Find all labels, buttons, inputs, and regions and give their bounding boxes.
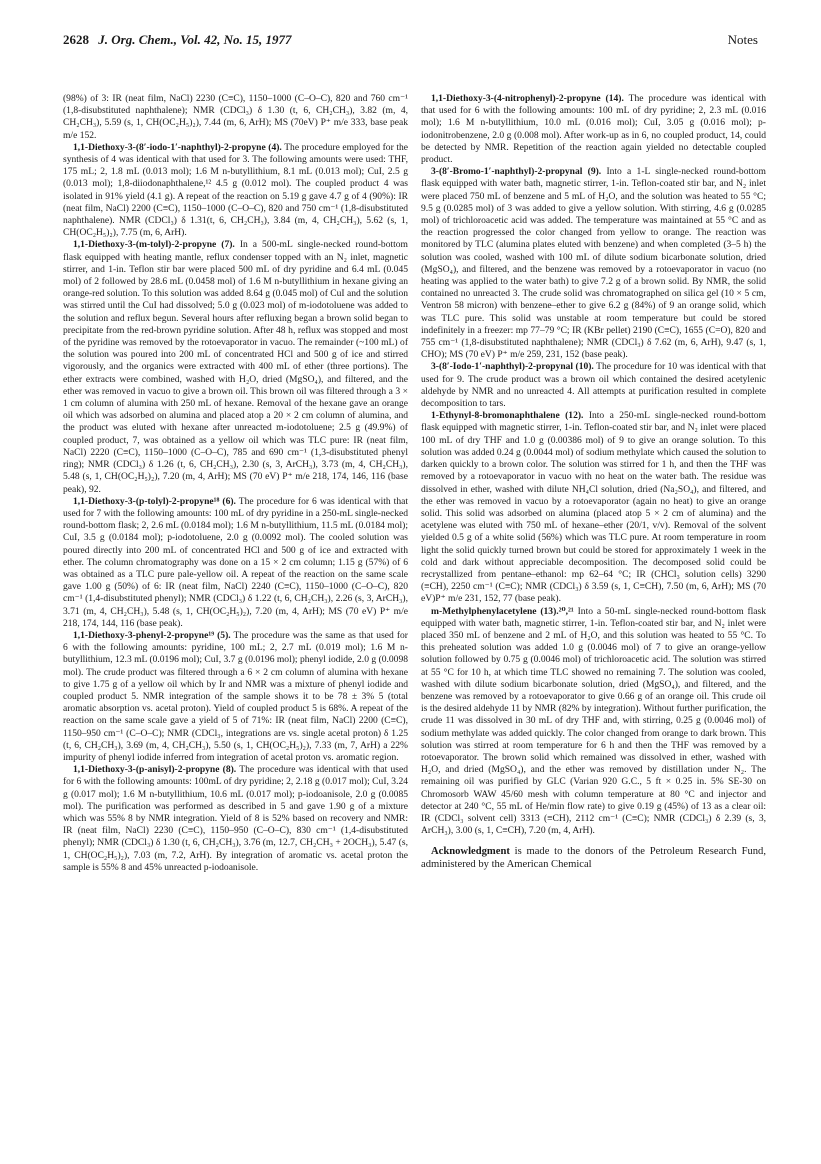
section-name: Notes — [727, 32, 758, 47]
paragraph — [421, 166, 766, 361]
paragraph — [63, 142, 408, 240]
acknowledgment — [421, 845, 766, 871]
page-header — [63, 30, 758, 50]
paragraph-text: (98%) of 3: IR (neat film, NaCl) 2230 (C≡C), 1150–1000 (C–O–C), 820 and 760 cm⁻¹ (1,8-disubstituted naphthalene); NMR (CDCl₃) δ 1.30 (t, 6, CH₂CH₃), 3.82 (m, 4, CH₂CH₃), 5.59 (s, 1, CH(OC₂H₅)₂), 7.44 (m, 6, ArH); MS (70eV) P⁺ m/e 333, base peak m/e 152. — [63, 93, 408, 141]
paragraph — [421, 606, 766, 838]
paragraph — [63, 764, 408, 874]
page-number: 2628 — [63, 32, 89, 47]
paragraph-title: 3-(8′-Bromo-1′-naphthyl)-2-propynal (9). — [431, 166, 602, 178]
paragraph-text: The procedure for 6 was identical with that used for 7 with the following amounts: 100 mL of dry pyridine in a 250-mL single-necked round-bottom flask; 2, 2.6 mL (0.0184 mol); 1.6 M n-butyllithium, 11.5 mL (0.0184 mol); CuI, 3.5 g (0.0184 mol); p-iodotoluene, 2.0 g (0.0092 mol). The cooled solution was poured directly into 200 mL of concentrated HCl and 500 g of ice and extracted with ether. The column chromatography was done on a 15 × 2 cm column; 1.15 g (57%) of 6 was obtained as a TLC pure pale-yellow oil. A repeat of the reaction on the same scale gave 1.00 g (50%) of 6: IR (neat film, NaCl) 2240 (C≡C), 1150–1000 (C–O–C), 820 cm⁻¹ (1,4-disubstituted phenyl); NMR (CDCl₃) δ 1.22 (t, 6, CH₂CH₃), 2.26 (s, 3, ArCH₃), 3.71 (m, 4, CH₂CH₃), 5.48 (s, 1, CH(OC₂H₅)₂), 7.20 (m, 4, ArH); MS (70 eV) P⁺ m/e 218, 174, 144, 116 (base peak). — [63, 495, 409, 629]
paragraph — [421, 361, 766, 410]
paragraph-text: The procedure was identical with that used for 6 with the following amounts: 100mL of dry pyridine; 2, 2.18 g (0.017 mol); CuI, 3.24 g (0.017 mol); 1.6 M n-butyllithium, 10.6 mL (0.017 mol); p-iodoanisole, 2.0 g (0.0085 mol). The purification was performed as described in 5 and gave 1.90 g of a mixture which was 55% 8 by NMR integration. Yield of 8 is 52% based on recovery and NMR: IR (neat film, NaCl) 2230 (C≡C), 1150–950 (C–O–C), 830 cm⁻¹ (1,4-disubstituted phenyl); NMR (CDCl₃) δ 1.30 (t, 6, CH₂CH₃), 3.76 (m, 12.7, CH₂CH₃ + 2OCH₃), 5.47 (s, 1, CH(OC₂H₅)₂), 7.03 (m, 7.2, ArH). By integration of aromatic vs. acetal proton the sample is 55% 8 and 45% unreacted p-iodoanisole. — [63, 764, 408, 873]
paragraph — [421, 410, 766, 605]
paragraph-title: 1,1-Diethoxy-3-phenyl-2-propyne¹⁹ (5). — [73, 629, 231, 641]
paragraph — [63, 239, 408, 495]
paragraph-title: 1,1-Diethoxy-3-(8′-iodo-1′-naphthyl)-2-propyne (4). — [73, 141, 282, 153]
paragraph — [63, 93, 408, 142]
paragraph-text: The procedure employed for the synthesis of 4 was identical with that used for 3. The following amounts were used: THF, 175 mL; 2, 1.8 mL (0.013 mol); 1.6 M n-butyllithium, 8.1 mL (0.013 mol); CuI, 2.5 g (0.013 mol); 1,8-diiodonaphthalene,¹² 4.5 g (0.012 mol). The coupled product 4 was isolated in 91% yield (4.1 g). A repeat of the reaction on 5.19 g gave 4.7 g of 4 (90%): IR (neat film, NaCl) 2200 (C≡C), 1150–1000 (C–O–C), 820 and 750 cm⁻¹ (1,8-disubstituted naphthalene). NMR (CDCl₃) δ 1.31(t, 6, CH₂CH₃), 3.84 (m, 4, CH₂CH₃), 5.62 (s, 1, CH(OC₂H₅)₂), 7.75 (m, 6, ArH). — [63, 141, 409, 239]
journal-citation: J. Org. Chem., Vol. 42, No. 15, 1977 — [98, 32, 292, 47]
acknowledgment-title: Acknowledgment — [431, 846, 510, 858]
paragraph — [63, 630, 408, 764]
paragraph-title: 1,1-Diethoxy-3-(p-tolyl)-2-propyne¹⁸ (6). — [73, 495, 236, 507]
paragraph-text: The procedure was identical with that used for 6 with the following amounts: 100 mL of dry pyridine; 2, 2.3 mL (0.016 mol); 1.6 M n-butyllithium, 10.0 mL (0.016 mol); CuI, 3.05 g (0.016 mol); p-iodonitrobenzene, 2.0 g (0.008 mol). After work-up as in 6, no coupled product, 14, could be detected by NMR. Repetition of the reaction again yielded no detectable coupled product. — [421, 93, 767, 166]
paragraph-title: 1,1-Diethoxy-3-(4-nitrophenyl)-2-propyne (14). — [431, 93, 624, 104]
paragraph-title: 1,1-Diethoxy-3-(m-tolyl)-2-propyne (7). — [73, 239, 235, 251]
paragraph-title: 1-Ethynyl-8-bromonaphthalene (12). — [431, 410, 584, 422]
paragraph-text: Into a 250-mL single-necked round-bottom flask equipped with magnetic stirrer, 1-in. Teflon-coated stir bar, and N₂ inlet were placed 100 mL of dry THF and 1.0 g (0.00386 mol) of 9 to give an orange solution. To this solution was added 0.24 g (0.0044 mol) of sodium methylate which caused the solution to darken quickly to a brown color. The solution was stirred for 1 h, and then the THF was removed by a rotoevaporator in vacuo with no heat on the water bath. The residue was dissolved in ether, washed with dilute NH₄Cl solution, dried (Na₂SO₄), and filtered, and the ether was removed in vacuo by a rotoevaporator (again no heat) to give an orange solid. This solid was adsorbed on alumina (placed atop 5 × 2 cm of alumina) and the acetylene was eluted with 750 mL of hexane–ether (20/1, v/v). Removal of the solvent yielded 0.5 g of a white solid (56%) which was TLC pure. At room temperature in room light the solid quickly turned brown but could be stored for approximately 1 week in the cold and dark without appreciable decomposition. The decomposed solid could be recrystallized from pentane–ethanol: mp 62–64 °C; IR (CHCl₃ solution cells) 3290 (≡CH), 2250 cm⁻¹ (C≡C); NMR (CDCl₃) δ 3.59 (s, 1, C≡CH), 7.50 (m, 6, ArH); MS (70 eV)P⁺ m/e 231, 152, 77 (base peak). — [421, 410, 766, 605]
paragraph — [421, 93, 766, 166]
paragraph-title: 1,1-Diethoxy-3-(p-anisyl)-2-propyne (8). — [73, 764, 237, 776]
paragraph-title: m-Methylphenylacetylene (13).²⁰,²¹ — [431, 605, 574, 617]
paragraph — [63, 496, 408, 630]
paragraph-text: Into a 50-mL single-necked round-bottom flask equipped with water bath, magnetic stirrer, 1-in. Teflon-coated stir bar, and N₂ inlet were placed 350 mL of benzene and 2 mL of H₂O, and this solution was heated to 55 °C. To this preheated solution was added 1.0 g (0.0046 mol) of 7 to give an orange-yellow solution followed by 0.75 g (0.0046 mol) of trichloroacetic acid. The solution was stirred at 55 °C for 10 h, at which time TLC showed no remaining 7. The solution was cooled, washed with dilute sodium bicarbonate solution, dried (MgSO₄), and filtered, and the benzene was removed by a rotoevaporator to give 0.66 g of an orange oil. This crude oil is the desired aldehyde 11 by NMR (82% by integration). Without further purification, the crude 11 was dissolved in 30 mL of dry THF and, with stirring, 0.25 g (0.0046 mol) of sodium methylate was added quickly. The color changed from orange to dark brown. This solution was stirred at room temperature for 6 h and then the THF was removed by a rotoevaporator. The brown solid which remained was dissolved in ether, washed with H₂O, and dried (MgSO₄), and the ether was removed by distillation under N₂. The remaining oil was purified by GLC (Varian 920 G.C., 5 ft × 0.25 in. 5% SE-30 on Chromosorb WAW 45/60 mesh with column temperature at 80 °C and injector and detector at 240 °C, 55 mL of He/min flow rate) to give 0.19 g (45%) of 13 as a clear oil: IR (CDCl₃ solvent cell) 3313 (≡CH), 2112 cm⁻¹ (C≡C); NMR (CDCl₃) δ 2.39 (s, 3, ArCH₃), 3.00 (s, 1, C≡CH), 7.20 (m, 4, ArH). — [421, 605, 767, 837]
acknowledgment-text: is made to the donors of the Petroleum Research Fund, administered by the American Chemical — [421, 846, 766, 871]
paragraph-text: Into a 1-L single-necked round-bottom flask equipped with water bath, magnetic stirrer, 1-in. Teflon-coated stir bar, and N₂ inlet were placed 750 mL of benzene and 5 mL of H₂O, and the solution was heated to 55 °C; 9.5 g (0.0285 mol) of 3 was added to give a yellow solution. With stirring, 4.6 g (0.0285 mol) of trichloroacetic acid was added. The temperature was maintained at 55 °C and as the reaction progressed the color changed from yellow to orange. The reaction was monitored by TLC (alumina plates eluted with benzene) and when completed (3–5 h) the solution was cooled, washed with 100 mL of dilute sodium bicarbonate solution, dried (MgSO₄), and filtered, and the benzene was removed by a rotoevaporator in vacuo (no heating was applied to the water bath) to give 7.2 g of a brown solid. By NMR, the solid contained no unreacted 3. The crude solid was chromatographed on silica gel (10 × 5 cm, Ventron 58 micron) with benzene–ether to give 6.2 g (84%) of 9 an orange solid, which was TLC pure. This solid was unstable at room temperature but could be stored indefinitely in a freezer: mp 77–79 °C; IR (KBr pellet) 2190 (C≡C), 1655 (C=O), 820 and 755 cm⁻¹ (1,8-disubstituted naphthalene); NMR (CDCl₃) δ 7.62 (m, 6, ArH), 9.47 (s, 1, CHO); MS (70 eV) P⁺ m/e 259, 231, 152 (base peak). — [421, 166, 766, 361]
paragraph-title: 3-(8′-Iodo-1′-naphthyl)-2-propynal (10). — [431, 361, 594, 373]
paragraph-text: The procedure for 10 was identical with that used for 9. The crude product was a brown oil which contained the desired acetylenic aldehyde by NMR and no unreacted 4. All attempts at purification resulted in complete decomposition to tars. — [421, 361, 767, 410]
left-column — [63, 93, 408, 874]
paragraph-text: In a 500-mL single-necked round-bottom flask equipped with heating mantle, reflux condenser topped with an N₂ inlet, magnetic stirrer, and 1-in. Teflon stir bar were placed 500 mL of dry pyridine and 6.4 mL (0.045 mol) of 2 followed by 28.6 mL (0.0458 mol) of 1.6 M n-butyllithium in hexane giving an orange-red solution. To this solution was added 8.64 g (0.045 mol) of CuI and the solution was stirred until the CuI had dissolved; 5.0 g (0.023 mol) of m-iodotoluene was added to the solution and reflux begun. Several hours after refluxing began a brown solid began to precipitate from the red-brown pyridine solution. After 48 h, reflux was stopped and most of the pyridine was removed by the rotoevaporator in vacuo. The remainder (~100 mL) of the solution was poured into 200 mL of concentrated HCl and 500 g of ice and stirred vigorously, and the organics were extracted with 400 mL of ether (three portions). The ether extracts were combined, washed with H₂O, dried (MgSO₄), and filtered, and the ether was removed in vacuo to give a brown oil. This brown oil was filtered through a 3 × 1 cm column of alumina with 250 mL of hexane. Removal of the hexane gave an orange oil which was adsorbed on alumina and placed atop a 20 × 2 cm column of alumina, and the product was eluted with hexane after unreacted m-iodotoluene; 2.5 g (49.9%) of coupled product, 7, was obtained as a yellow oil which was TLC pure: IR (neat film, NaCl) 2220 (C≡C), 1150–1000 (C–O–C), 785 and 690 cm⁻¹ (1,3-disubstituted phenyl ring); NMR (CDCl₃) δ 1.26 (t, 6, CH₂CH₃), 2.30 (s, 3, ArCH₃), 3.73 (m, 4, CH₂CH₃), 5.48 (s, 1, CH(OC₂H₅)₂), 7.20 (m, 4, ArH); MS (70 eV) P⁺ m/e 218, 174, 146, 116 (base peak), 92. — [63, 239, 408, 495]
right-column — [421, 93, 766, 871]
paragraph-text: The procedure was the same as that used for 6 with the following amounts: pyridine, 100 mL; 2, 2.7 mL (0.019 mol); 1.6 M n-butyllithium, 12.3 mL (0.0196 mol); CuI, 3.7 g (0.0196 mol); phenyl iodide, 2.0 g (0.0098 mol). The crude product was filtered through a 6 × 2 cm column of alumina with hexane to give 1.75 g of a yellow oil which by Ir and NMR was a mixture of phenyl iodide and coupled product 5. NMR integration of the sample shows it to be 78 ± 3% 5 (total aromatic absorption vs. acetal proton). Yield of coupled product 5 is 68%. A repeat of the reaction on the same scale gave a yield of 5 of 71%: IR (neat film, NaCl) 2200 (C≡C), 1150–950 cm⁻¹ (C–O–C); NMR (CDCl₃, integrations are vs. single acetal proton) δ 1.25 (t, 6, CH₂CH₃), 3.69 (m, 4, CH₂CH₃), 5.50 (s, 1, CH(OC₂H₅)₂), 7.33 (m, 7, ArH) a 22% impurity of phenyl iodide inferred from integration of acetal proton vs. aromatic region. — [63, 629, 408, 763]
